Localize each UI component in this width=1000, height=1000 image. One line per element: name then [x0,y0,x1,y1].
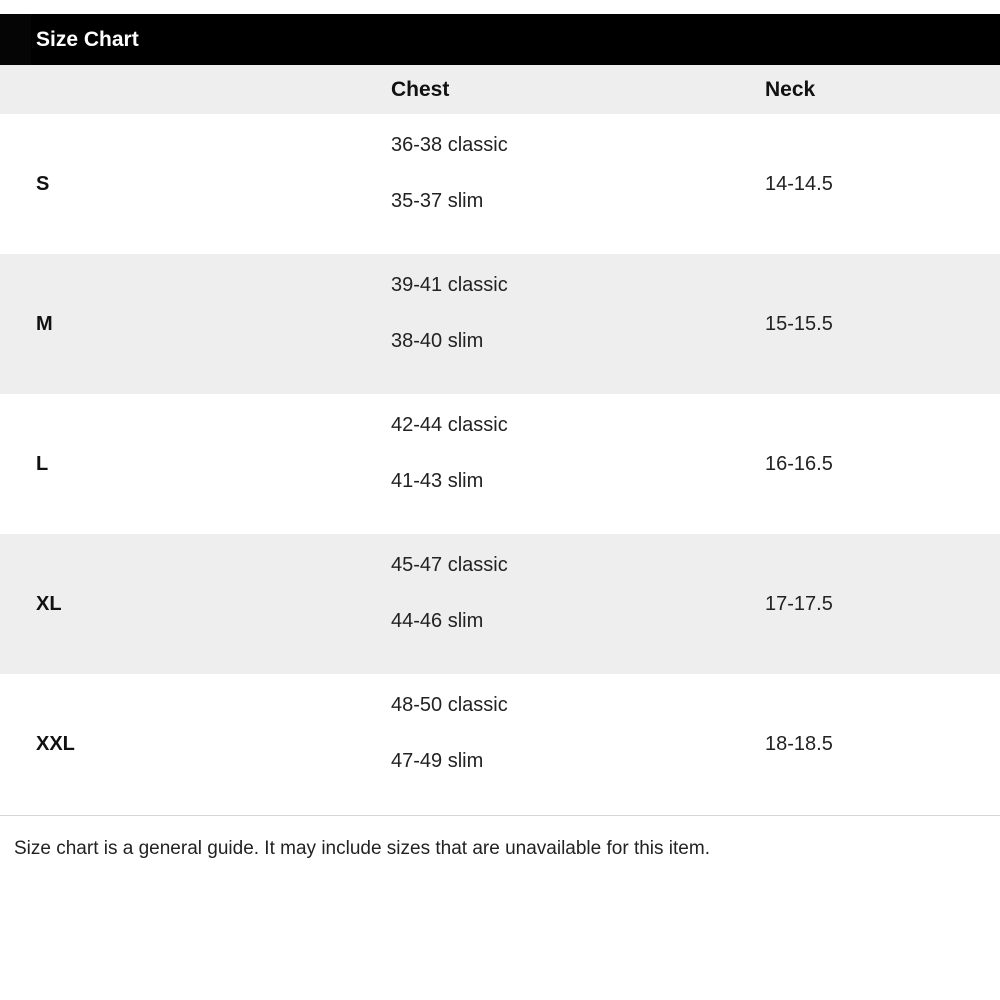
table-header-row [0,65,1000,114]
table-row [0,254,1000,394]
chest-classic: 39-41 classic [391,274,508,296]
size-chart-title: Size Chart [36,28,139,51]
size-chart-footnote: Size chart is a general guide. It may include sizes that are unavailable for this item. [14,838,710,859]
table-row [0,114,1000,254]
neck-value: 16-16.5 [765,453,833,475]
table-divider [0,815,1000,816]
table-row [0,394,1000,534]
chest-slim: 47-49 slim [391,750,484,772]
chest-classic: 36-38 classic [391,134,508,156]
neck-value: 18-18.5 [765,733,833,755]
chest-classic: 42-44 classic [391,414,508,436]
title-bar-edge [0,14,31,65]
chest-classic: 45-47 classic [391,554,508,576]
size-label: S [36,173,50,195]
neck-value: 17-17.5 [765,593,833,615]
size-label: M [36,313,53,335]
table-row [0,534,1000,674]
table-row [0,674,1000,814]
neck-value: 15-15.5 [765,313,833,335]
size-label: XXL [36,733,75,755]
size-label: L [36,453,49,475]
title-bar [0,14,1000,65]
size-label: XL [36,593,62,615]
chest-slim: 44-46 slim [391,610,484,632]
header-neck: Neck [765,78,816,101]
chest-slim: 35-37 slim [391,190,484,212]
chest-classic: 48-50 classic [391,694,508,716]
header-chest: Chest [391,78,450,101]
neck-value: 14-14.5 [765,173,833,195]
chest-slim: 38-40 slim [391,330,484,352]
chest-slim: 41-43 slim [391,470,484,492]
